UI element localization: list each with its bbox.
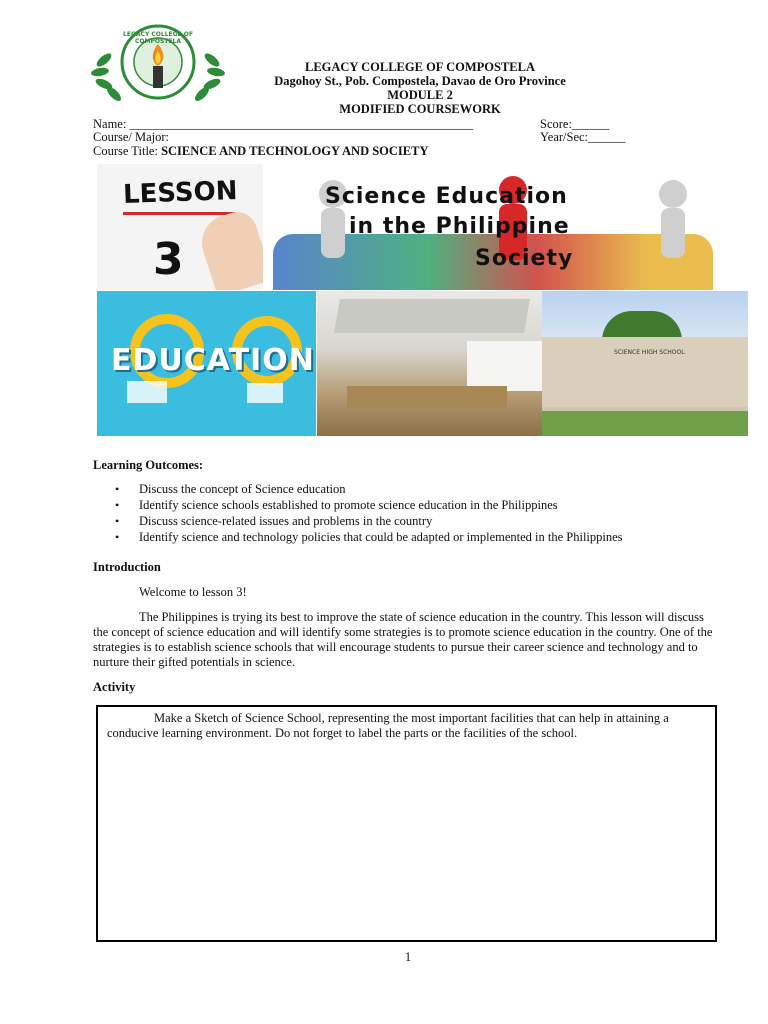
course-title-value: SCIENCE AND TECHNOLOGY AND SOCIETY <box>161 144 429 158</box>
lesson-number: 3 <box>153 234 184 285</box>
course-title <box>93 144 429 158</box>
ceiling-panel <box>334 299 530 333</box>
banner-title-line2: in the Philippine <box>349 214 570 239</box>
logo-arc-text: LEGACY COLLEGE OF COMPOSTELA <box>123 31 193 45</box>
lesson-panel <box>97 164 263 290</box>
list-item: • Discuss the concept of Science education <box>93 481 733 497</box>
doc-type: MODIFIED COURSEWORK <box>339 102 501 116</box>
hand-marker-illustration <box>195 207 263 290</box>
classroom-photo <box>317 291 542 436</box>
banner-title-line1: Science Education <box>325 184 568 209</box>
banner-title-line3: Society <box>475 246 574 271</box>
building-facade <box>542 337 748 407</box>
title-panel <box>263 164 738 290</box>
lawn <box>542 411 748 436</box>
introduction-heading: Introduction <box>93 560 161 574</box>
building-sign: SCIENCE HIGH SCHOOL <box>614 349 685 356</box>
lesson-underline <box>123 212 235 215</box>
activity-instructions: Make a Sketch of Science School, representing the most important facilities that can help in attaining a conducive learning environment. Do not forget to label the parts or the facilities of the school. <box>107 711 669 740</box>
learning-outcomes-list <box>93 481 733 545</box>
school-address: Dagohoy St., Pob. Compostela, Davao de Oro Province <box>274 74 566 88</box>
list-item: • Discuss science-related issues and problems in the country <box>93 513 733 529</box>
school-building-photo <box>542 291 748 436</box>
desks <box>347 386 507 408</box>
course-major-field[interactable]: Course/ Major: <box>93 130 170 144</box>
lesson-word: LESSON <box>122 176 238 210</box>
list-item: • Identify science schools established to promote science education in the Philippines <box>93 497 733 513</box>
window-area <box>467 341 542 391</box>
learning-outcomes-heading: Learning Outcomes: <box>93 458 204 472</box>
score-field[interactable]: Score:______ <box>540 117 610 131</box>
school-name: LEGACY COLLEGE OF COMPOSTELA <box>304 60 535 74</box>
name-field[interactable]: Name: _______________________________________________________ <box>93 117 474 131</box>
education-word: EDUCATION <box>111 343 315 378</box>
activity-sketch-box[interactable] <box>96 705 717 942</box>
activity-heading: Activity <box>93 680 136 694</box>
year-sec-field[interactable]: Year/Sec:______ <box>540 130 626 144</box>
module-label: MODULE 2 <box>387 88 453 102</box>
education-illustration <box>97 291 316 436</box>
welcome-text: Welcome to lesson 3! <box>139 585 247 599</box>
list-item: • Identify science and technology policies that could be adapted or implemented in the Philippines <box>93 529 733 545</box>
introduction-body: The Philippines is trying its best to improve the state of science education in the country. This lesson will discuss the concept of science education and will identify some strategies is to promote science education in the country. One of the strategies is to establish science schools that will encourage students to pursue their career science and technology and to nurture their gifted potentials in science. <box>93 610 713 669</box>
course-title-label: Course Title: <box>93 144 158 158</box>
page-number: 1 <box>404 950 412 964</box>
